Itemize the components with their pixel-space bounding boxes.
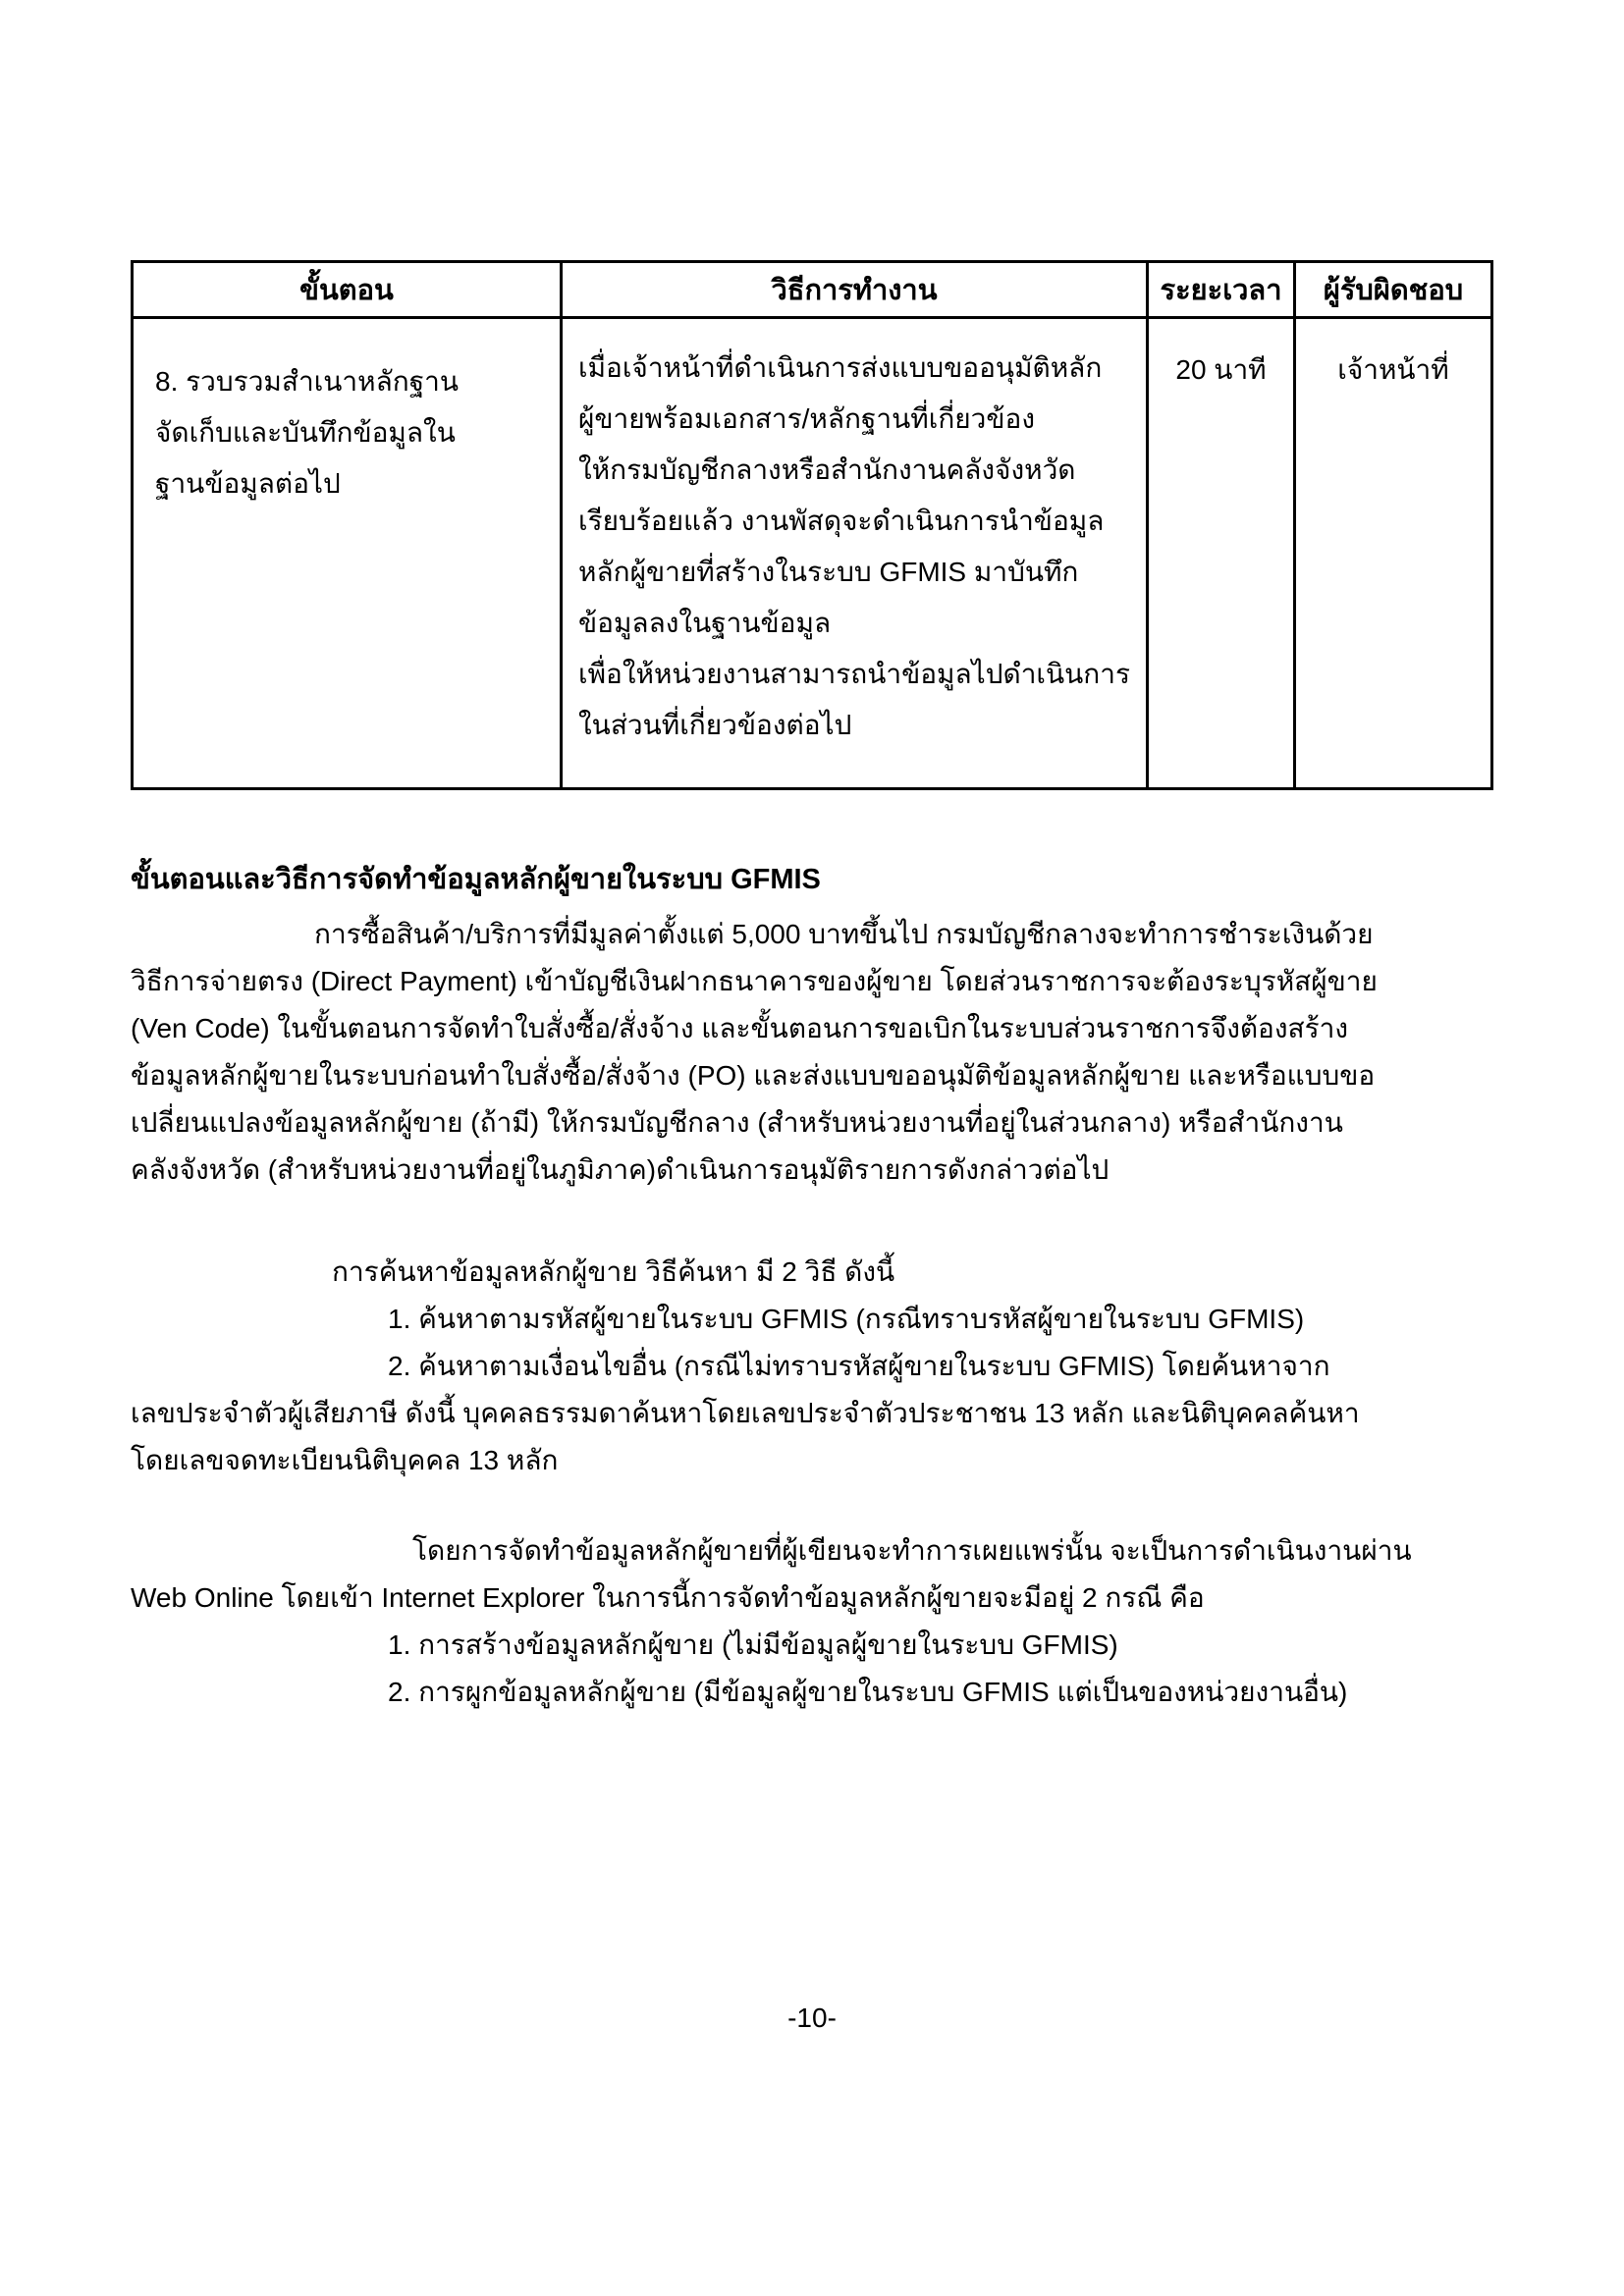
case-item-2: 2. การผูกข้อมูลหลักผู้ขาย (มีข้อมูลผู้ขายในระบบ GFMIS แต่เป็นของหน่วยงานอื่น)	[388, 1677, 1348, 1707]
cell-duration: 20 นาที	[1148, 318, 1295, 789]
search-intro: การค้นหาข้อมูลหลักผู้ขาย วิธีค้นหา มี 2 วิธี ดังนี้	[332, 1256, 895, 1287]
case-item-1: 1. การสร้างข้อมูลหลักผู้ขาย (ไม่มีข้อมูลผู้ขายในระบบ GFMIS)	[388, 1629, 1118, 1660]
method-line: เรียบร้อยแล้ว งานพัสดุจะดำเนินการนำข้อมูล	[578, 506, 1105, 536]
method-line: ผู้ขายพร้อมเอกสาร/หลักฐานที่เกี่ยวข้อง	[578, 403, 1036, 434]
text-line: ข้อมูลหลักผู้ขายในระบบก่อนทำใบสั่งซื้อ/สั่งจ้าง (PO) และส่งแบบขออนุมัติข้อมูลหลักผู้ขาย และหรือแบบขอ	[131, 1060, 1376, 1091]
table-row	[133, 318, 1492, 789]
search-item-2: 2. ค้นหาตามเงื่อนไขอื่น (กรณีไม่ทราบรหัสผู้ขายในระบบ GFMIS) โดยค้นหาจาก	[388, 1351, 1330, 1381]
search-item-1: 1. ค้นหาตามรหัสผู้ขายในระบบ GFMIS (กรณีทราบรหัสผู้ขายในระบบ GFMIS)	[388, 1304, 1305, 1334]
text-line: (Ven Code) ในขั้นตอนการจัดทำใบสั่งซื้อ/สั่งจ้าง และขั้นตอนการขอเบิกในระบบส่วนราชการจึงต้องสร้าง	[131, 1013, 1349, 1043]
method-line: หลักผู้ขายที่สร้างในระบบ GFMIS มาบันทึก	[578, 557, 1079, 587]
text-line: เลขประจำตัวผู้เสียภาษี ดังนี้ บุคคลธรรมดาค้นหาโดยเลขประจำตัวประชาชน 13 หลัก และนิติบุคคลค้นหา	[131, 1398, 1360, 1428]
cell-method	[562, 318, 1148, 789]
step-line: ฐานข้อมูลต่อไป	[155, 468, 341, 499]
text-line: โดยเลขจดทะเบียนนิติบุคคล 13 หลัก	[131, 1445, 559, 1475]
procedure-table	[131, 260, 1493, 790]
cell-step	[133, 318, 562, 789]
text-line: Web Online โดยเข้า Internet Explorer ในการนี้การจัดทำข้อมูลหลักผู้ขายจะมีอยู่ 2 กรณี คือ	[131, 1582, 1205, 1613]
page-number: -10-	[787, 2002, 837, 2033]
step-line: จัดเก็บและบันทึกข้อมูลใน	[155, 417, 456, 448]
text-line: โดยการจัดทำข้อมูลหลักผู้ขายที่ผู้เขียนจะทำการเผยแพร่นั้น จะเป็นการดำเนินงานผ่าน	[412, 1535, 1412, 1566]
method-line: เมื่อเจ้าหน้าที่ดำเนินการส่งแบบขออนุมัติหลัก	[578, 352, 1103, 383]
paragraph-web-online	[131, 1527, 1495, 1716]
text-line: วิธีการจ่ายตรง (Direct Payment) เข้าบัญชีเงินฝากธนาคารของผู้ขาย โดยส่วนราชการจะต้องระบุรหัสผู้ขาย	[131, 966, 1378, 996]
paragraph-search-methods	[131, 1249, 1495, 1484]
method-line: ให้กรมบัญชีกลางหรือสำนักงานคลังจังหวัด	[578, 454, 1076, 485]
section-heading: ขั้นตอนและวิธีการจัดทำข้อมูลหลักผู้ขายในระบบ GFMIS	[131, 864, 821, 895]
header-step: ขั้นตอน	[133, 262, 562, 318]
method-line: ในส่วนที่เกี่ยวข้องต่อไป	[578, 710, 852, 740]
header-duration: ระยะเวลา	[1148, 262, 1295, 318]
cell-responsible: เจ้าหน้าที่	[1295, 318, 1492, 789]
header-responsible: ผู้รับผิดชอบ	[1295, 262, 1492, 318]
header-method: วิธีการทำงาน	[562, 262, 1148, 318]
method-line: เพื่อให้หน่วยงานสามารถนำข้อมูลไปดำเนินการ	[578, 659, 1130, 689]
text-line: การซื้อสินค้า/บริการที่มีมูลค่าตั้งแต่ 5,000 บาทขึ้นไป กรมบัญชีกลางจะทำการชำระเงินด้วย	[314, 919, 1374, 949]
step-line: 8. รวบรวมสำเนาหลักฐาน	[155, 366, 460, 397]
method-line: ข้อมูลลงในฐานข้อมูล	[578, 608, 832, 638]
table-header-row	[133, 262, 1492, 318]
text-line: เปลี่ยนแปลงข้อมูลหลักผู้ขาย (ถ้ามี) ให้กรมบัญชีกลาง (สำหรับหน่วยงานที่อยู่ในส่วนกลาง) หรือสำนักงาน	[131, 1107, 1343, 1138]
text-line: คลังจังหวัด (สำหรับหน่วยงานที่อยู่ในภูมิภาค)ดำเนินการอนุมัติรายการดังกล่าวต่อไป	[131, 1154, 1110, 1185]
paragraph-direct-payment	[131, 911, 1495, 1194]
